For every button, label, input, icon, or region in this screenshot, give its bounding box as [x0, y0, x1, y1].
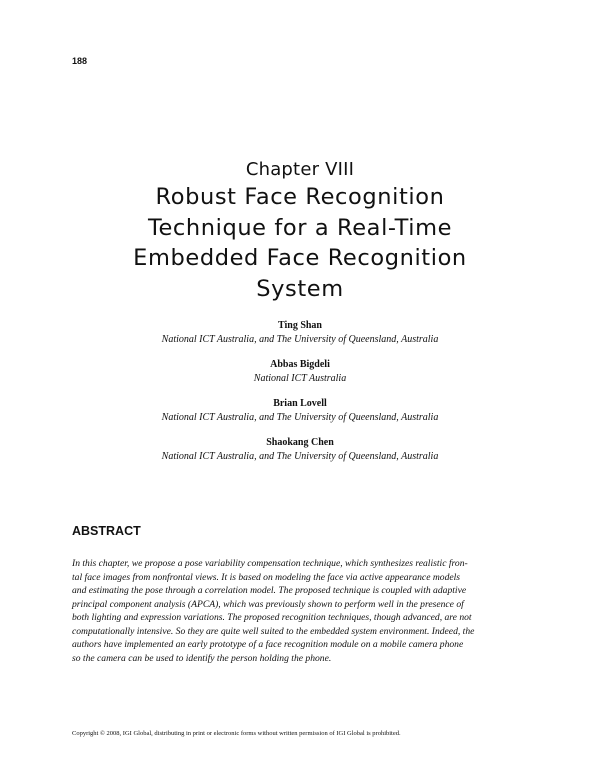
page-number: 188 [72, 56, 88, 66]
copyright-notice: Copyright © 2008, IGI Global, distributing in print or electronic forms without written permission of IGI Global is prohibited. [72, 730, 401, 737]
abstract-line: computationally intensive. So they are quite well suited to the embedded system environment. Indeed, the [72, 625, 475, 637]
author-name: Shaokang Chen [266, 437, 334, 448]
abstract-line: both lighting and expression variations. The proposed recognition techniques, though advanced, are not [72, 612, 472, 623]
author-block [0, 319, 600, 347]
abstract-heading: ABSTRACT [72, 524, 141, 538]
abstract-line: authors have implemented an early prototype of a face recognition module on a mobile camera phone [72, 639, 464, 650]
abstract-line: principal component analysis (APCA), which was previously shown to perform well in the presence of [72, 598, 464, 610]
chapter-label: Chapter VIII [245, 159, 355, 180]
chapter-title-line: Embedded Face Recognition [133, 245, 467, 271]
author-block [0, 436, 600, 464]
author-name: Brian Lovell [273, 398, 327, 409]
author-block [0, 397, 600, 425]
chapter-title-line: System [256, 275, 344, 302]
author-affiliation: National ICT Australia [253, 373, 347, 384]
chapter-title [60, 182, 540, 304]
author-block [0, 358, 600, 386]
abstract-line: and estimating the pose through a correlation model. The proposed technique is coupled with adaptive [72, 585, 467, 596]
abstract-line: so the camera can be used to identify the person holding the phone. [72, 652, 332, 664]
author-name: Ting Shan [277, 320, 322, 331]
abstract-line: In this chapter, we propose a pose variability compensation technique, which synthesizes realistic fron- [72, 558, 468, 569]
author-affiliation: National ICT Australia, and The University of Queensland, Australia [161, 334, 439, 345]
author-affiliation: National ICT Australia, and The University of Queensland, Australia [161, 412, 439, 423]
author-name: Abbas Bigdeli [270, 359, 330, 370]
author-affiliation: National ICT Australia, and The University of Queensland, Australia [161, 451, 439, 462]
abstract-body [72, 557, 530, 665]
chapter-title-line: Robust Face Recognition [155, 184, 445, 210]
abstract-line: tal face images from nonfrontal views. It is based on modeling the face via active appearance models [72, 571, 461, 583]
chapter-title-line: Technique for a Real-Time [147, 214, 453, 241]
